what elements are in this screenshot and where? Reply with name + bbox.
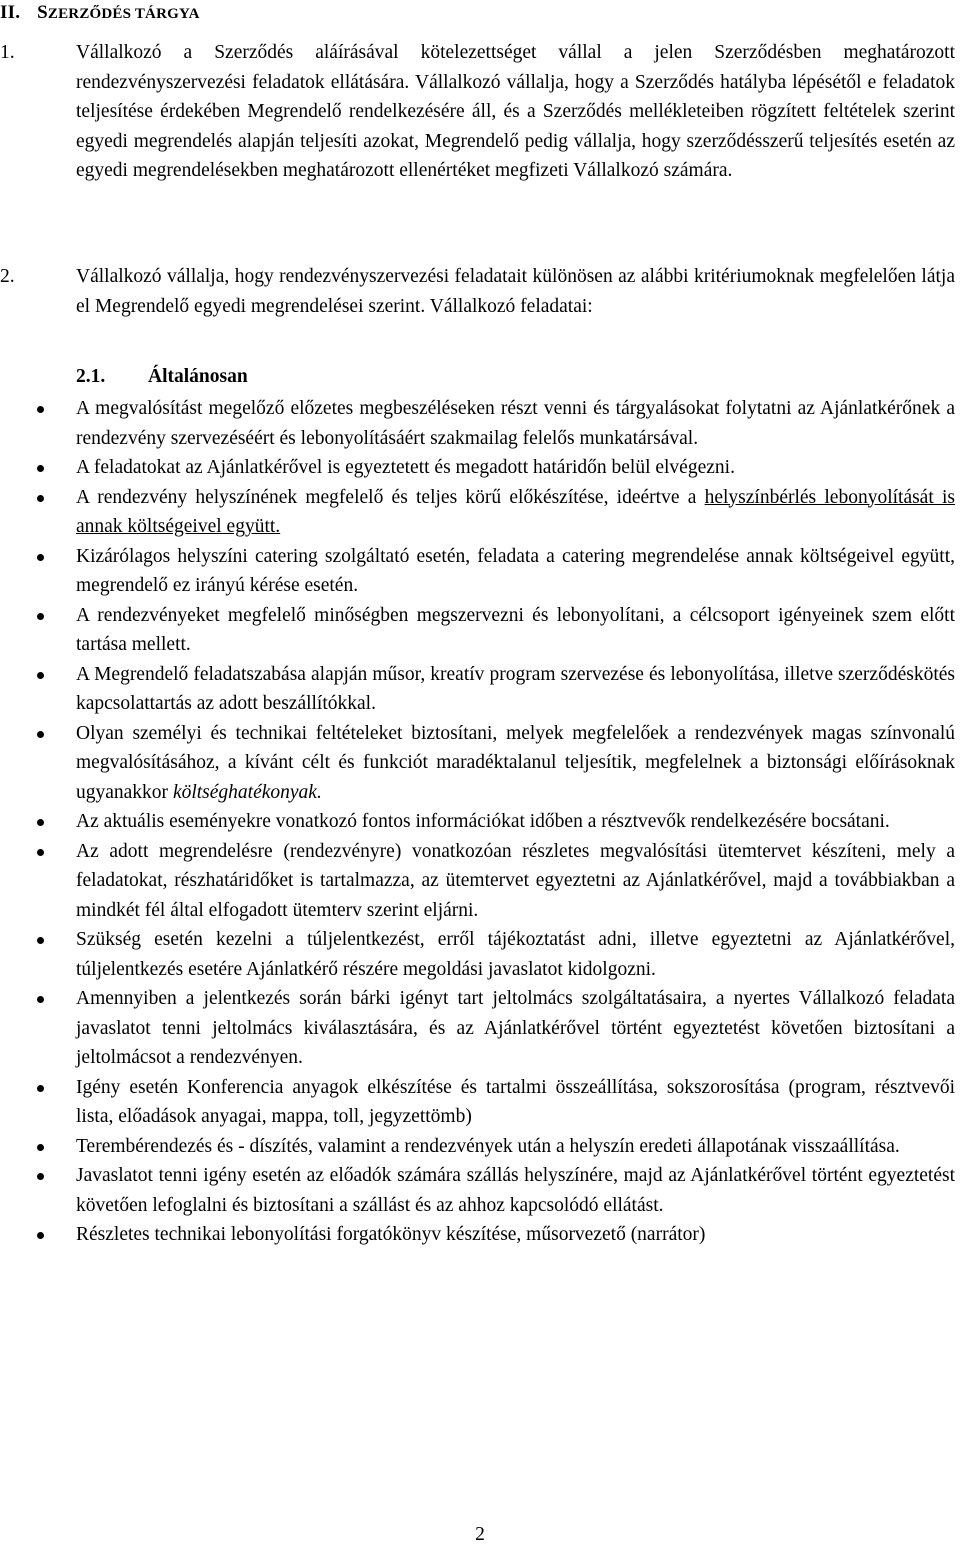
task-list xyxy=(0,394,955,1250)
list-item: Igény esetén Konferencia anyagok elkészítése és tartalmi összeállítása, sokszorosítása (program, résztvevői lista, előadások anyagai, mappa, toll, jegyzettömb) xyxy=(0,1073,955,1132)
page-number: 2 xyxy=(475,1524,485,1545)
section-number: II. xyxy=(0,2,21,23)
list-item: A megvalósítást megelőző előzetes megbeszéléseken részt venni és tárgyalásokat folytatni az Ajánlatkérőnek a rendezvény szervezéséért és lebonyolításáért szakmailag felelős munkatársával. xyxy=(0,394,955,453)
bullet-icon xyxy=(37,406,44,413)
section-title-rest: ZERZŐDÉS TÁRGYA xyxy=(47,6,200,22)
list-item: A Megrendelő feladatszabása alapján műsor, kreatív program szervezése és lebonyolítása, illetve szerződéskötés kapcsolattartás az adott beszállítókkal. xyxy=(0,660,955,719)
bullet-icon xyxy=(37,731,44,738)
subsection-title: Általánosan xyxy=(148,366,248,387)
bullet-icon xyxy=(37,554,44,561)
bullet-icon xyxy=(37,465,44,472)
subsection-heading xyxy=(76,362,476,392)
list-item: Az aktuális eseményekre vonatkozó fontos információkat időben a résztvevők rendelkezésére bocsátani. xyxy=(0,807,955,837)
list-item: Szükség esetén kezelni a túljelentkezést, erről tájékoztatást adni, illetve egyeztetni az Ajánlatkérővel, túljelentkezés esetére Ajánlatkérő részére megoldási javaslatot kidolgozni. xyxy=(0,925,955,984)
section-heading xyxy=(0,0,200,27)
subsection-number: 2.1. xyxy=(76,366,106,387)
list-item: Részletes technikai lebonyolítási forgatókönyv készítése, műsorvezető (narrátor) xyxy=(0,1220,955,1250)
bullet-icon xyxy=(37,613,44,620)
underlined-text: helyszínbérlés lebonyolítását is annak költségeivel együtt. xyxy=(76,486,955,537)
bullet-icon xyxy=(37,996,44,1003)
italic-text: költséghatékonyak. xyxy=(172,781,322,803)
clause-text: Vállalkozó a Szerződés aláírásával kötelezettséget vállal a jelen Szerződésben meghatározott rendezvényszervezési feladatok ellátására. Vállalkozó vállalja, hogy a Szerződés hatályba lépésétől e feladatok teljesítése érdekében Megrendelő rendelkezésére áll, és a Szerződés mellékleteiben rögzített feltételek szerint egyedi megrendelés alapján teljesíti azokat, Megrendelő pedig vállalja, hogy szerződésszerű teljesítés esetén az egyedi megrendelésekben meghatározott ellenértéket megfizeti Vállalkozó számára. xyxy=(76,42,955,181)
section-title-initial: S xyxy=(37,2,48,23)
bullet-icon xyxy=(37,819,44,826)
bullet-icon xyxy=(37,937,44,944)
bullet-icon xyxy=(37,495,44,502)
bullet-icon xyxy=(37,672,44,679)
clause-text: Vállalkozó vállalja, hogy rendezvényszervezési feladatait különösen az alábbi kritériumoknak megfelelően látja el Megrendelő egyedi megrendelései szerint. Vállalkozó feladatai: xyxy=(76,266,955,317)
list-item: Olyan személyi és technikai feltételeket biztosítani, melyek megfelelőek a rendezvények magas színvonalú megvalósításához, a kívánt célt és funkciót maradéktalanul teljesítik, megfelelnek a biztonsági előírásoknak ugyanakkor költséghatékonyak. xyxy=(0,719,955,808)
bullet-icon xyxy=(37,1232,44,1239)
list-item: A feladatokat az Ajánlatkérővel is egyeztetett és megadott határidőn belül elvégezni. xyxy=(0,453,955,483)
clause-1 xyxy=(0,38,955,186)
clause-number: 1. xyxy=(0,42,15,63)
list-item: Kizárólagos helyszíni catering szolgáltató esetén, feladata a catering megrendelése annak költségeivel együtt, megrendelő ez irányú kérése esetén. xyxy=(0,542,955,601)
bullet-icon xyxy=(37,1144,44,1151)
bullet-icon xyxy=(37,1173,44,1180)
list-item: Az adott megrendelésre (rendezvényre) vonatkozóan részletes megvalósítási ütemtervet készíteni, mely a feladatokat, részhatáridőket is tartalmazza, az ütemtervet egyeztetni az Ajánlatkérővel, majd a továbbiakban a mindkét fél által elfogadott ütemterv szerint eljárni. xyxy=(0,837,955,926)
list-item: Javaslatot tenni igény esetén az előadók számára szállás helyszínére, majd az Ajánlatkérővel történt egyeztetést követően lefoglalni és biztosítani a szállást és az ahhoz kapcsolódó ellátást. xyxy=(0,1161,955,1220)
list-item: Terembérendezés és - díszítés, valamint a rendezvények után a helyszín eredeti állapotának visszaállítása. xyxy=(0,1132,955,1162)
list-item: A rendezvény helyszínének megfelelő és teljes körű előkészítése, ideértve a helyszínbérlés lebonyolítását is annak költségeivel együtt. xyxy=(0,483,955,542)
bullet-icon xyxy=(37,849,44,856)
bullet-icon xyxy=(37,1085,44,1092)
clause-number: 2. xyxy=(0,266,15,287)
list-item: Amennyiben a jelentkezés során bárki igényt tart jeltolmács szolgáltatásaira, a nyertes Vállalkozó feladata javaslatot tenni jeltolmács kiválasztására, és az Ajánlatkérővel történt egyeztetést követően biztosítani a jeltolmácsot a rendezvényen. xyxy=(0,984,955,1073)
clause-2 xyxy=(0,262,955,321)
list-item: A rendezvényeket megfelelő minőségben megszervezni és lebonyolítani, a célcsoport igényeinek szem előtt tartása mellett. xyxy=(0,601,955,660)
